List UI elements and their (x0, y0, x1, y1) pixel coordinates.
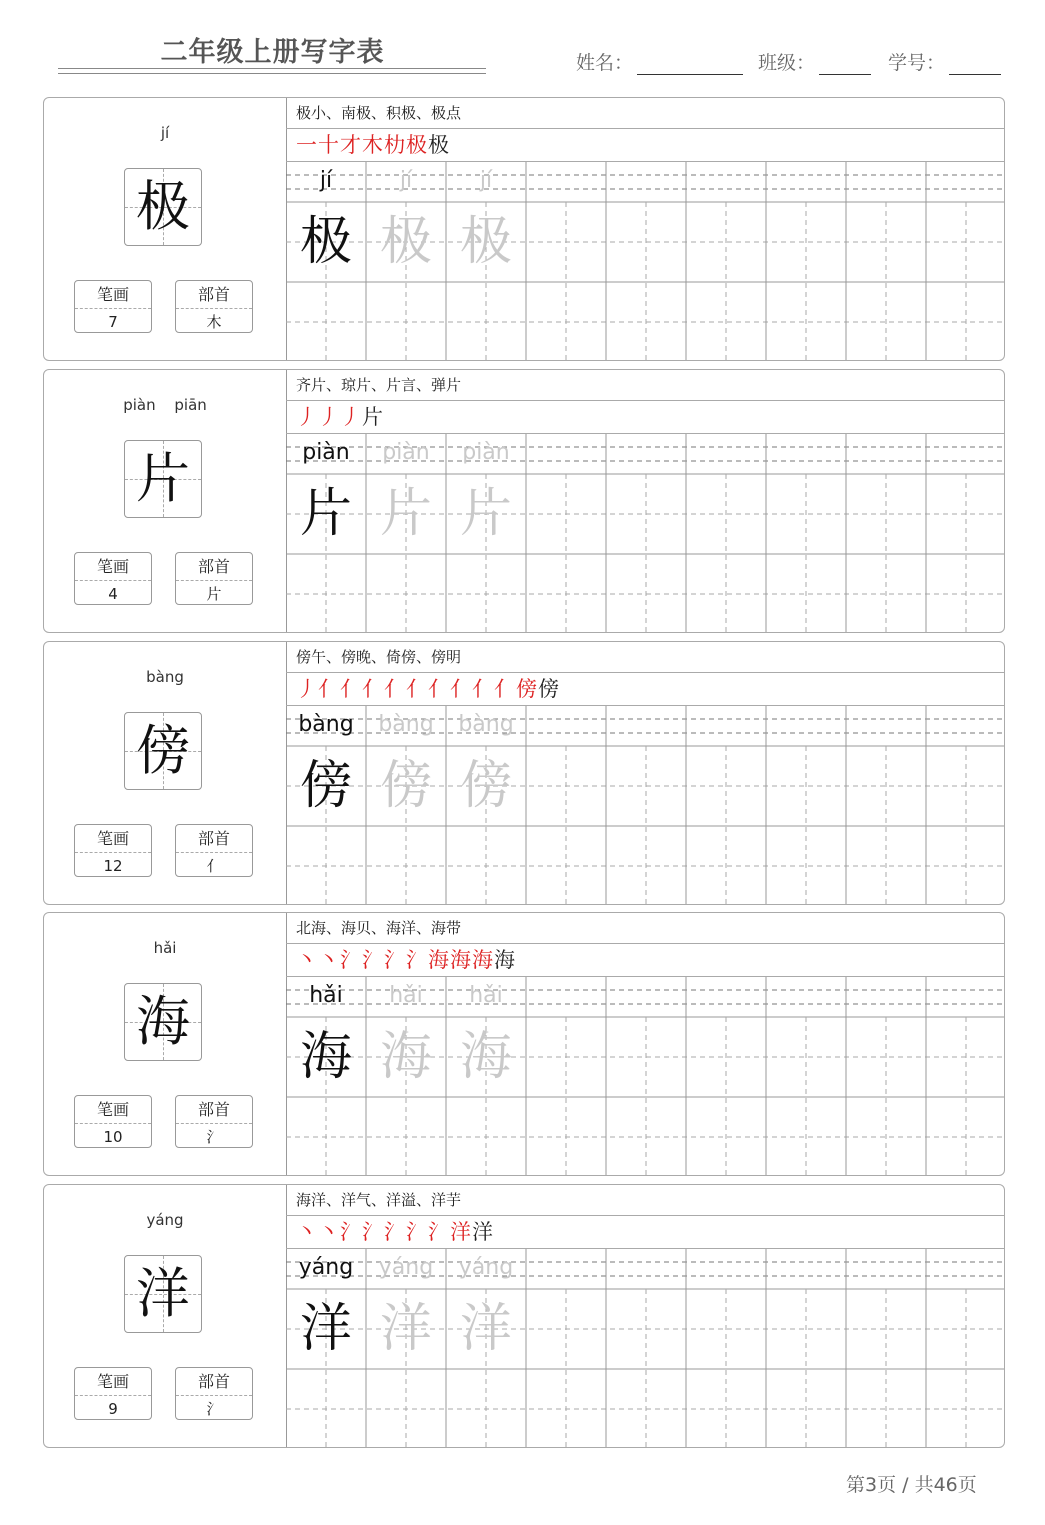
class-field[interactable] (758, 48, 871, 75)
practice-panel (286, 642, 1005, 904)
stroke-step: 片 (362, 405, 383, 429)
character-glyph: 傍 (136, 719, 190, 782)
radical-label: 部首 (176, 1096, 252, 1124)
stroke-count-value: 7 (108, 313, 118, 331)
trace-character: 片 (379, 484, 432, 544)
stroke-step: 丶 (296, 1220, 317, 1244)
stroke-step: 氵 (362, 948, 383, 972)
stroke-order (286, 673, 1005, 706)
stroke-count-label: 笔画 (75, 1096, 151, 1124)
trace-character: 傍 (459, 756, 512, 816)
character-pinyin: piàn piān (123, 396, 207, 414)
character-pinyin: bàng (146, 668, 184, 686)
writing-grid[interactable] (286, 1249, 1005, 1448)
writing-grid[interactable] (286, 706, 1005, 905)
example-words: 极小、南极、积极、极点 (286, 98, 1005, 129)
stroke-step: 亻 (406, 677, 427, 701)
example-words: 傍午、傍晚、倚傍、傍明 (286, 642, 1005, 673)
stroke-step: 十 (318, 133, 339, 157)
character-display-box (124, 1255, 202, 1333)
name-field[interactable] (576, 48, 743, 75)
character-card (43, 369, 1005, 633)
stroke-order (286, 401, 1005, 434)
stroke-step: 极 (406, 133, 427, 157)
character-info-panel (44, 642, 287, 904)
practice-character: 片 (299, 484, 352, 544)
character-info-panel (44, 370, 287, 632)
character-info-panel (44, 913, 287, 1175)
trace-character: 海 (459, 1027, 512, 1087)
character-display-box (124, 712, 202, 790)
stroke-step: 氵 (406, 1220, 427, 1244)
radical-value: 木 (206, 313, 222, 331)
stroke-step: 傍 (538, 677, 559, 701)
trace-pinyin: hǎi (389, 983, 423, 1008)
stroke-step: 氵 (384, 948, 405, 972)
stroke-step: 氵 (340, 1220, 361, 1244)
stroke-count-box (74, 280, 152, 333)
stroke-step: 氵 (428, 1220, 449, 1244)
stroke-count-box (74, 824, 152, 877)
radical-label: 部首 (176, 1368, 252, 1396)
id-blank[interactable] (949, 52, 1001, 75)
radical-box (175, 552, 253, 605)
practice-character: 海 (299, 1027, 352, 1087)
stroke-count-label: 笔画 (75, 825, 151, 853)
trace-character: 傍 (379, 756, 432, 816)
character-pinyin: yáng (146, 1211, 184, 1229)
character-pinyin: jí (160, 124, 170, 142)
radical-box (175, 1095, 253, 1148)
title-underline (58, 73, 486, 74)
stroke-count-box (74, 1367, 152, 1420)
character-display-box (124, 440, 202, 518)
stroke-step: 傍 (516, 677, 537, 701)
stroke-step: 丿 (318, 405, 339, 429)
practice-panel (286, 913, 1005, 1175)
stroke-step: 亻 (472, 677, 493, 701)
stroke-count-label: 笔画 (75, 553, 151, 581)
stroke-step: 海 (472, 948, 493, 972)
stroke-step: 亻 (362, 677, 383, 701)
trace-pinyin: yáng (378, 1255, 434, 1280)
stroke-step: 丿 (296, 677, 317, 701)
trace-character: 洋 (459, 1299, 512, 1359)
practice-pinyin: bàng (298, 712, 354, 737)
practice-panel (286, 1185, 1005, 1447)
stroke-count-value: 10 (103, 1128, 123, 1146)
radical-label: 部首 (176, 825, 252, 853)
trace-character: 片 (459, 484, 512, 544)
practice-character: 洋 (299, 1299, 352, 1359)
example-words: 北海、海贝、海洋、海带 (286, 913, 1005, 944)
writing-grid[interactable] (286, 434, 1005, 633)
stroke-step: 洋 (472, 1220, 493, 1244)
radical-value: 亻 (206, 857, 222, 875)
example-words: 齐片、琼片、片言、弹片 (286, 370, 1005, 401)
stroke-count-box (74, 552, 152, 605)
character-card (43, 1184, 1005, 1448)
practice-panel (286, 370, 1005, 632)
radical-box (175, 824, 253, 877)
stroke-step: 极 (428, 133, 449, 157)
stroke-order (286, 129, 1005, 162)
character-pinyin: hǎi (153, 939, 177, 957)
stroke-step: 木 (362, 133, 383, 157)
stroke-step: 海 (428, 948, 449, 972)
trace-pinyin: hǎi (469, 983, 503, 1008)
class-blank[interactable] (819, 52, 871, 75)
stroke-step: 丶 (318, 948, 339, 972)
trace-character: 极 (459, 212, 512, 272)
radical-label: 部首 (176, 281, 252, 309)
stroke-step: 亻 (340, 677, 361, 701)
radical-box (175, 280, 253, 333)
practice-character: 极 (299, 212, 352, 272)
character-glyph: 极 (136, 175, 190, 238)
practice-pinyin: piàn (302, 440, 350, 465)
name-blank[interactable] (637, 52, 743, 75)
stroke-step: 氵 (384, 1220, 405, 1244)
trace-character: 极 (379, 212, 432, 272)
example-words: 海洋、洋气、洋溢、洋芋 (286, 1185, 1005, 1216)
character-display-box (124, 168, 202, 246)
stroke-count-box (74, 1095, 152, 1148)
name-label: 姓名： (576, 52, 634, 74)
class-label: 班级： (758, 52, 816, 74)
character-display-box (124, 983, 202, 1061)
writing-grid[interactable] (286, 162, 1005, 361)
stroke-step: 丿 (296, 405, 317, 429)
character-card (43, 641, 1005, 905)
stroke-step: 海 (494, 948, 515, 972)
practice-pinyin: jí (319, 168, 333, 193)
stroke-step: 氵 (340, 948, 361, 972)
radical-value: 氵 (206, 1400, 222, 1418)
stroke-step: 亻 (428, 677, 449, 701)
stroke-step: 海 (450, 948, 471, 972)
stroke-count-value: 4 (108, 585, 118, 603)
radical-box (175, 1367, 253, 1420)
stroke-step: 一 (296, 133, 317, 157)
stroke-step: 亻 (318, 677, 339, 701)
stroke-step: 洋 (450, 1220, 471, 1244)
page-number: 第3页 / 共46页 (846, 1474, 977, 1496)
id-label: 学号： (888, 52, 946, 74)
stroke-count-label: 笔画 (75, 1368, 151, 1396)
stroke-step: 朸 (384, 133, 405, 157)
page-title: 二年级上册写字表 (160, 37, 385, 68)
stroke-step: 亻 (384, 677, 405, 701)
radical-value: 片 (206, 585, 222, 603)
character-info-panel (44, 98, 287, 360)
character-glyph: 片 (136, 447, 190, 510)
stroke-count-value: 9 (108, 1400, 118, 1418)
trace-pinyin: bàng (378, 712, 434, 737)
character-glyph: 洋 (136, 1262, 190, 1325)
practice-pinyin: hǎi (309, 983, 343, 1008)
stroke-step: 氵 (406, 948, 427, 972)
trace-pinyin: piàn (382, 440, 430, 465)
stroke-count-value: 12 (103, 857, 123, 875)
stroke-step: 亻 (494, 677, 515, 701)
stroke-step: 丶 (296, 948, 317, 972)
trace-pinyin: bàng (458, 712, 514, 737)
trace-pinyin: jí (399, 168, 413, 193)
trace-pinyin: piàn (462, 440, 510, 465)
stroke-step: 才 (340, 133, 361, 157)
character-info-panel (44, 1185, 287, 1447)
stroke-order (286, 1216, 1005, 1249)
trace-character: 海 (379, 1027, 432, 1087)
character-card (43, 97, 1005, 361)
stroke-step: 氵 (362, 1220, 383, 1244)
id-field[interactable] (888, 48, 1001, 75)
character-card (43, 912, 1005, 1176)
stroke-step: 亻 (450, 677, 471, 701)
writing-grid[interactable] (286, 977, 1005, 1176)
character-glyph: 海 (136, 990, 190, 1053)
trace-pinyin: yáng (458, 1255, 514, 1280)
stroke-step: 丶 (318, 1220, 339, 1244)
stroke-step: 丿 (340, 405, 361, 429)
practice-panel (286, 98, 1005, 360)
stroke-count-label: 笔画 (75, 281, 151, 309)
radical-value: 氵 (206, 1128, 222, 1146)
practice-pinyin: yáng (298, 1255, 354, 1280)
title-underline (58, 68, 486, 69)
trace-pinyin: jí (479, 168, 493, 193)
trace-character: 洋 (379, 1299, 432, 1359)
radical-label: 部首 (176, 553, 252, 581)
stroke-order (286, 944, 1005, 977)
practice-character: 傍 (299, 756, 352, 816)
